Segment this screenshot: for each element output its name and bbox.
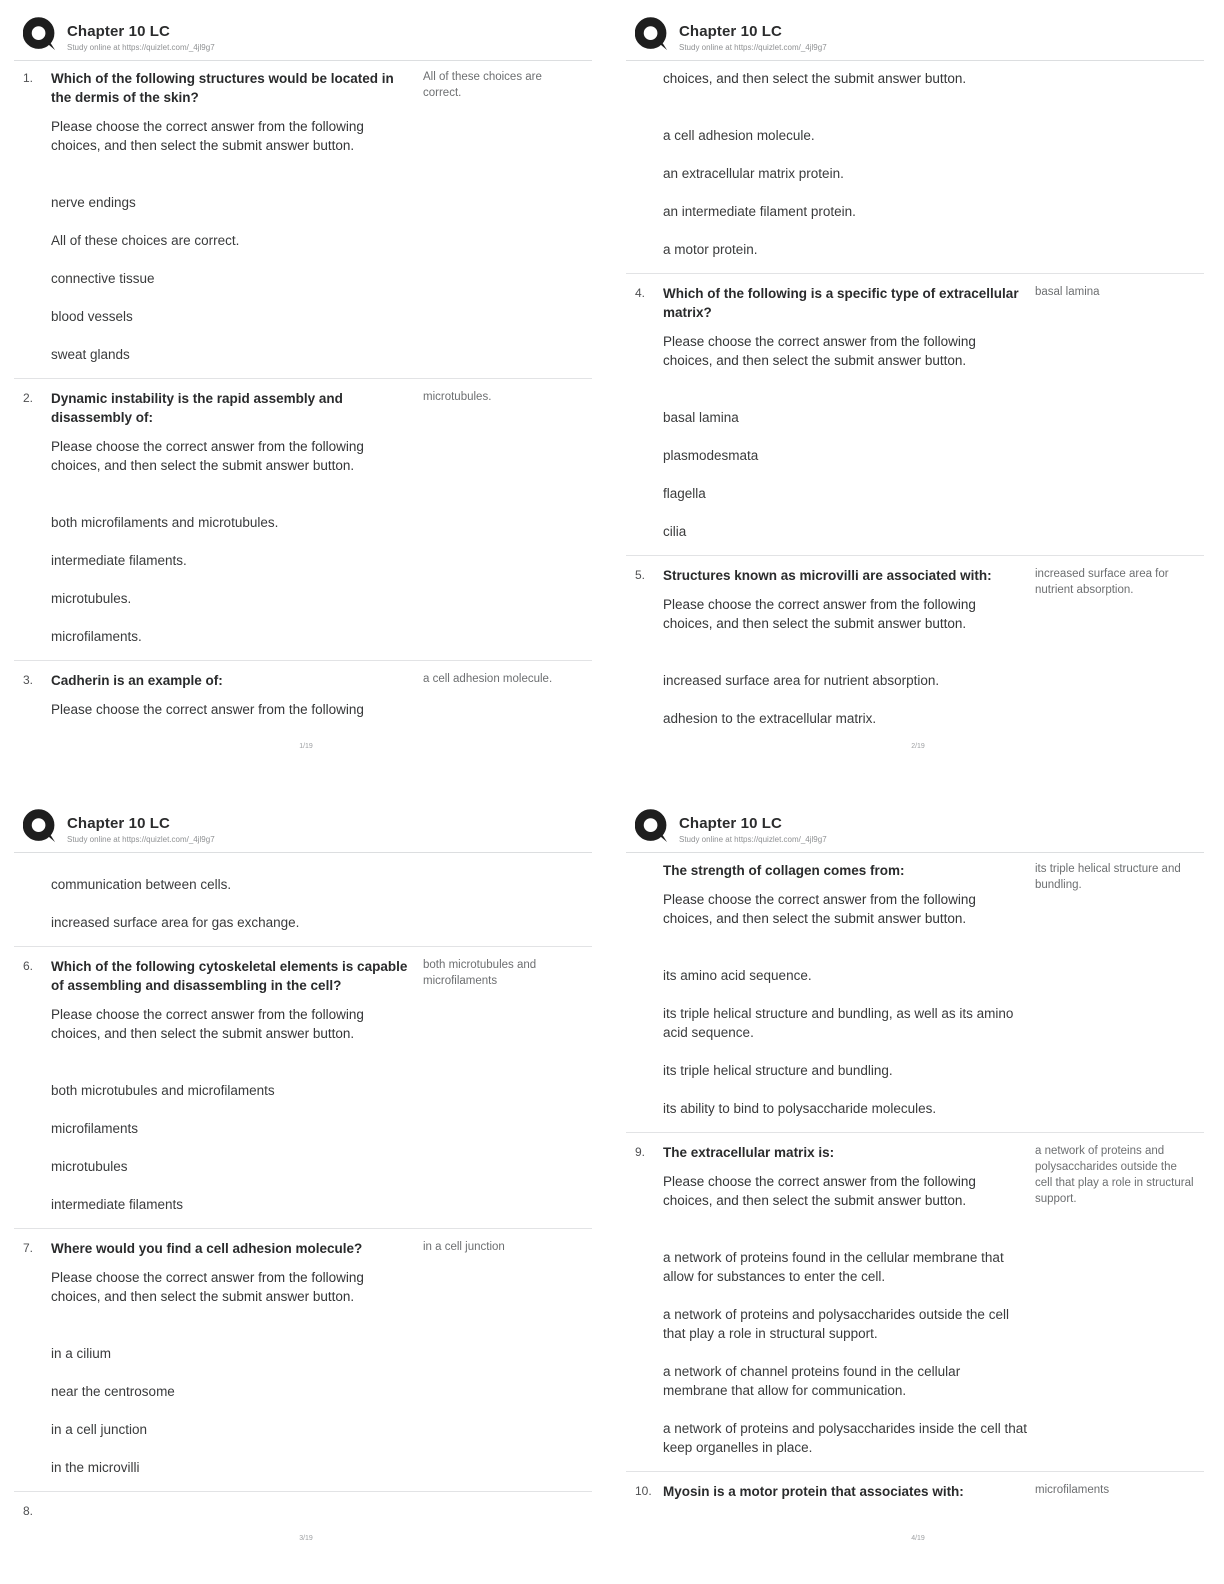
page-2: [612, 0, 1224, 792]
answer-option: cilia: [663, 524, 687, 539]
separator: [626, 1132, 1204, 1133]
answer-text: [1035, 69, 1195, 259]
answer-option: All of these choices are correct.: [51, 233, 240, 248]
options-list: [51, 513, 415, 646]
question-prompt: Please choose the correct answer from the following choices, and then select the submit answer button.: [663, 892, 976, 926]
answer-option: microtubules: [51, 1159, 128, 1174]
answer-option: both microtubules and microfilaments: [51, 1083, 275, 1098]
question-prompt: Please choose the correct answer from the following choices, and then select the submit answer button.: [51, 1007, 364, 1041]
answer-text: [423, 861, 583, 932]
answer-option: its ability to bind to polysaccharide molecules.: [663, 1101, 937, 1116]
answer-option: connective tissue: [51, 271, 155, 286]
answer-option: an intermediate filament protein.: [663, 204, 856, 219]
answer-option: nerve endings: [51, 195, 136, 210]
quizlet-logo-icon: [635, 17, 669, 53]
separator: [14, 378, 592, 379]
answer-option: blood vessels: [51, 309, 133, 324]
page-header: [635, 809, 1195, 845]
answer-option: adhesion to the extracellular matrix.: [663, 711, 877, 726]
question-block: [23, 381, 583, 658]
answer-text: in a cell junction: [423, 1241, 505, 1253]
answer-option: microfilaments: [51, 1121, 139, 1136]
page-subtitle: Study online at https://quizlet.com/_4jl9g7: [67, 43, 215, 52]
page-subtitle: Study online at https://quizlet.com/_4jl9g7: [679, 43, 827, 52]
question-prompt: Please choose the correct answer from the following choices, and then select the submit answer button.: [663, 334, 976, 368]
answer-option: communication between cells.: [51, 877, 232, 892]
options-list: [663, 126, 1027, 259]
question-number: 3.: [23, 673, 34, 687]
quizlet-logo-icon: [635, 809, 669, 845]
question-number: 10.: [635, 1484, 652, 1498]
question-block: [635, 1474, 1195, 1513]
question-number: 4.: [635, 286, 646, 300]
question-number: 2.: [23, 391, 34, 405]
question-block: [23, 1231, 583, 1489]
question-number: [635, 69, 663, 259]
question-number: [635, 861, 663, 1118]
separator: [14, 946, 592, 947]
options-list: [51, 875, 415, 932]
answer-option: a network of proteins and polysaccharides outside the cell that play a role in structural support.: [663, 1307, 1009, 1341]
answer-option: an extracellular matrix protein.: [663, 166, 844, 181]
question-block: [23, 61, 583, 376]
page-header: [23, 17, 583, 53]
separator: [626, 1471, 1204, 1472]
answer-text: a network of proteins and polysaccharides outside the cell that play a role in structural support.: [1035, 1145, 1194, 1205]
question-block-continued: [635, 61, 1195, 271]
answer-option: its amino acid sequence.: [663, 968, 812, 983]
answer-option: a motor protein.: [663, 242, 758, 257]
page-subtitle: Study online at https://quizlet.com/_4jl9g7: [67, 835, 215, 844]
question-text: Where would you find a cell adhesion molecule?: [51, 1241, 363, 1256]
answer-text: microtubules.: [423, 391, 492, 403]
page-header: [635, 17, 1195, 53]
question-prompt-continued: choices, and then select the submit answer button.: [663, 71, 967, 86]
answer-option: near the centrosome: [51, 1384, 175, 1399]
page-title: Chapter 10 LC: [679, 815, 782, 832]
answer-option: intermediate filaments.: [51, 553, 187, 568]
question-prompt: Please choose the correct answer from the following: [51, 702, 364, 717]
question-number: 8.: [23, 1504, 34, 1518]
answer-option: both microfilaments and microtubules.: [51, 515, 279, 530]
answer-text: microfilaments: [1035, 1484, 1110, 1496]
question-prompt: Please choose the correct answer from the following choices, and then select the submit answer button.: [663, 597, 976, 631]
answer-option: in the microvilli: [51, 1460, 140, 1475]
answer-option: intermediate filaments: [51, 1197, 184, 1212]
page-number: 1/19: [299, 743, 313, 750]
page-4: [612, 792, 1224, 1584]
question-prompt: Please choose the correct answer from the following choices, and then select the submit answer button.: [51, 119, 364, 153]
answer-option: in a cell junction: [51, 1422, 148, 1437]
answer-option: sweat glands: [51, 347, 130, 362]
question-text: Which of the following structures would be located in the dermis of the skin?: [51, 71, 394, 105]
quizlet-logo-icon: [23, 17, 57, 53]
options-list: [663, 966, 1027, 1118]
options-list: [51, 193, 415, 364]
answer-option: in a cilium: [51, 1346, 112, 1361]
question-number: 9.: [635, 1145, 646, 1159]
answer-text: All of these choices are correct.: [423, 71, 542, 99]
question-prompt: Please choose the correct answer from the following choices, and then select the submit answer button.: [51, 1270, 364, 1304]
question-text: Which of the following cytoskeletal elements is capable of assembling and disassembling in the cell?: [51, 959, 408, 993]
question-number: [23, 861, 51, 932]
question-block: [635, 276, 1195, 553]
question-number: 1.: [23, 71, 34, 85]
question-number: 7.: [23, 1241, 34, 1255]
separator: [14, 1228, 592, 1229]
question-block: [23, 949, 583, 1226]
options-list: [663, 408, 1027, 541]
options-list: [663, 1248, 1027, 1457]
separator: [14, 1491, 592, 1492]
question-text: The strength of collagen comes from:: [663, 863, 905, 878]
answer-option: its triple helical structure and bundling, as well as its amino acid sequence.: [663, 1006, 1014, 1040]
page-number: 3/19: [299, 1535, 313, 1542]
question-block-continued: [635, 853, 1195, 1130]
options-list: [51, 1344, 415, 1477]
answer-text: increased surface area for nutrient absorption.: [1035, 568, 1169, 596]
page-header: [23, 809, 583, 845]
answer-option: a network of proteins found in the cellular membrane that allow for substances to enter the cell.: [663, 1250, 1004, 1284]
page-subtitle: Study online at https://quizlet.com/_4jl9g7: [679, 835, 827, 844]
page-title: Chapter 10 LC: [67, 815, 170, 832]
answer-option: increased surface area for nutrient absorption.: [663, 673, 940, 688]
page-title: Chapter 10 LC: [67, 23, 170, 40]
question-number: 5.: [635, 568, 646, 582]
answer-text: its triple helical structure and bundling.: [1035, 863, 1181, 891]
page-title: Chapter 10 LC: [679, 23, 782, 40]
page-number: 4/19: [911, 1535, 925, 1542]
question-text: The extracellular matrix is:: [663, 1145, 835, 1160]
answer-option: a cell adhesion molecule.: [663, 128, 815, 143]
answer-text: [423, 1502, 583, 1518]
quizlet-logo-icon: [23, 809, 57, 845]
question-block: [635, 558, 1195, 740]
page-3: [0, 792, 612, 1584]
answer-option: a network of channel proteins found in the cellular membrane that allow for communication.: [663, 1364, 961, 1398]
question-prompt: Please choose the correct answer from the following choices, and then select the submit answer button.: [51, 439, 364, 473]
answer-option: its triple helical structure and bundling.: [663, 1063, 893, 1078]
question-text: Cadherin is an example of:: [51, 673, 223, 688]
answer-option: a network of proteins and polysaccharides inside the cell that keep organelles in place.: [663, 1421, 1027, 1455]
answer-option: plasmodesmata: [663, 448, 759, 463]
answer-text: both microtubules and microfilaments: [423, 959, 537, 987]
separator: [626, 555, 1204, 556]
answer-option: increased surface area for gas exchange.: [51, 915, 300, 930]
question-block: [635, 1135, 1195, 1469]
answer-option: basal lamina: [663, 410, 739, 425]
question-text: Dynamic instability is the rapid assembly and disassembly of:: [51, 391, 343, 425]
options-list: [663, 671, 1027, 728]
separator: [14, 660, 592, 661]
question-text: Which of the following is a specific type of extracellular matrix?: [663, 286, 1019, 320]
question-prompt: Please choose the correct answer from the following choices, and then select the submit answer button.: [663, 1174, 976, 1208]
question-block-continued: [23, 853, 583, 944]
answer-option: microfilaments.: [51, 629, 142, 644]
question-number: 6.: [23, 959, 34, 973]
answer-text: a cell adhesion molecule.: [423, 673, 553, 685]
page-number: 2/19: [911, 743, 925, 750]
answer-option: flagella: [663, 486, 706, 501]
answer-text: basal lamina: [1035, 286, 1100, 298]
question-block: [23, 663, 583, 731]
options-list: [51, 1081, 415, 1214]
question-text: Myosin is a motor protein that associates with:: [663, 1484, 964, 1499]
question-block: [23, 1494, 583, 1530]
page-1: [0, 0, 612, 792]
answer-option: microtubules.: [51, 591, 132, 606]
question-text: Structures known as microvilli are associated with:: [663, 568, 992, 583]
separator: [626, 273, 1204, 274]
